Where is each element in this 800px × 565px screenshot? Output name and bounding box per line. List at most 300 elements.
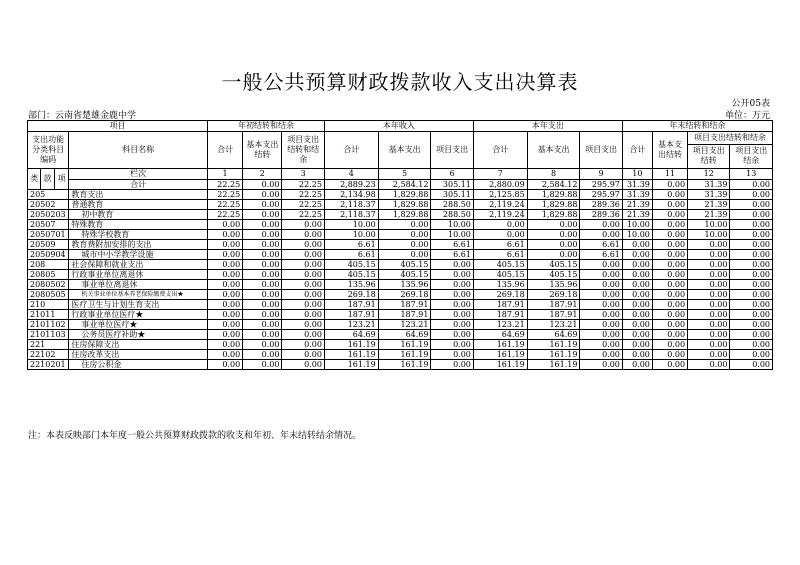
column-number: 11 bbox=[652, 169, 687, 180]
subject-code: 20507 bbox=[28, 220, 69, 230]
cell-value: 0.00 bbox=[622, 300, 652, 310]
cell-value: 0.00 bbox=[378, 220, 431, 230]
cell-value: 6.61 bbox=[473, 240, 527, 250]
cell-value: 0.00 bbox=[688, 280, 730, 290]
column-number: 13 bbox=[730, 169, 773, 180]
cell-value: 21.39 bbox=[622, 200, 652, 210]
cell-value: 135.96 bbox=[378, 280, 431, 290]
cell-value: 0.00 bbox=[580, 260, 622, 270]
table-row bbox=[28, 360, 773, 370]
footnote: 注：本表反映部门本年度一般公共预算财政拨款的收支和年初、年末结转结余情况。 bbox=[28, 431, 362, 441]
cell-value: 161.19 bbox=[324, 360, 378, 370]
unit-label: 单位：万元 bbox=[724, 111, 770, 121]
subject-code: 22102 bbox=[28, 350, 69, 360]
cell-value: 0.00 bbox=[282, 220, 324, 230]
cell-value: 0.00 bbox=[282, 330, 324, 340]
cell-value: 0.00 bbox=[730, 250, 773, 260]
table-row bbox=[28, 330, 773, 340]
cell-value: 6.61 bbox=[580, 250, 622, 260]
cell-value: 269.18 bbox=[378, 290, 431, 300]
cell-value: 0.00 bbox=[580, 280, 622, 290]
cell-value: 10.00 bbox=[324, 230, 378, 240]
cell-value: 0.00 bbox=[282, 320, 324, 330]
table-row bbox=[28, 260, 773, 270]
cell-value: 1,829.88 bbox=[527, 200, 580, 210]
cell-value: 187.91 bbox=[324, 310, 378, 320]
cell-value: 0.00 bbox=[208, 240, 243, 250]
cell-value: 0.00 bbox=[730, 360, 773, 370]
cell-value: 0.00 bbox=[431, 260, 473, 270]
cell-value: 0.00 bbox=[378, 240, 431, 250]
cell-value: 0.00 bbox=[688, 330, 730, 340]
cell-value: 21.39 bbox=[622, 210, 652, 220]
cell-value: 0.00 bbox=[431, 280, 473, 290]
subject-code: 2050701 bbox=[28, 230, 69, 240]
cell-value: 0.00 bbox=[580, 270, 622, 280]
cell-value: 0.00 bbox=[243, 260, 282, 270]
header-exp-project: 项目支出 bbox=[580, 132, 622, 169]
table-row bbox=[28, 310, 773, 320]
department-label: 部门：云南省楚雄金鹿中学 bbox=[28, 111, 137, 121]
cell-value: 0.00 bbox=[652, 200, 687, 210]
cell-value: 6.61 bbox=[473, 250, 527, 260]
cell-value: 0.00 bbox=[378, 230, 431, 240]
subject-code: 21011 bbox=[28, 310, 69, 320]
header-closing: 年末结转和结余 bbox=[622, 121, 772, 132]
cell-value: 10.00 bbox=[622, 230, 652, 240]
cell-value: 0.00 bbox=[243, 310, 282, 320]
header-kuan: 款 bbox=[41, 169, 54, 190]
cell-value: 0.00 bbox=[208, 330, 243, 340]
cell-value: 22.25 bbox=[208, 200, 243, 210]
cell-value: 0.00 bbox=[208, 260, 243, 270]
table-row bbox=[28, 350, 773, 360]
header-closing-basic: 基本支出结转 bbox=[652, 132, 687, 169]
cell-value: 0.00 bbox=[282, 360, 324, 370]
cell-value: 0.00 bbox=[282, 290, 324, 300]
cell-value: 0.00 bbox=[730, 320, 773, 330]
column-number: 8 bbox=[527, 169, 580, 180]
cell-value: 289.36 bbox=[580, 200, 622, 210]
header-opening: 年初结转和结余 bbox=[208, 121, 325, 132]
cell-value: 1,829.88 bbox=[378, 190, 431, 200]
total-value: 2,889.23 bbox=[324, 180, 378, 190]
cell-value: 187.91 bbox=[473, 300, 527, 310]
table-row bbox=[28, 240, 773, 250]
cell-value: 0.00 bbox=[208, 320, 243, 330]
cell-value: 288.50 bbox=[431, 200, 473, 210]
cell-value: 187.91 bbox=[473, 310, 527, 320]
cell-value: 135.96 bbox=[324, 280, 378, 290]
table-row bbox=[28, 200, 773, 210]
cell-value: 1,829.88 bbox=[378, 200, 431, 210]
cell-value: 0.00 bbox=[243, 200, 282, 210]
column-number: 1 bbox=[208, 169, 243, 180]
cell-value: 0.00 bbox=[243, 330, 282, 340]
column-number: 6 bbox=[431, 169, 473, 180]
cell-value: 0.00 bbox=[431, 340, 473, 350]
total-value: 305.11 bbox=[431, 180, 473, 190]
column-number: 2 bbox=[243, 169, 282, 180]
subject-name: 公务员医疗补助★ bbox=[69, 330, 208, 340]
cell-value: 161.19 bbox=[527, 340, 580, 350]
cell-value: 0.00 bbox=[652, 350, 687, 360]
cell-value: 0.00 bbox=[688, 360, 730, 370]
column-number: 10 bbox=[622, 169, 652, 180]
cell-value: 0.00 bbox=[730, 220, 773, 230]
total-value: 2,584.12 bbox=[527, 180, 580, 190]
table-row bbox=[28, 280, 773, 290]
cell-value: 0.00 bbox=[730, 230, 773, 240]
header-item: 项目 bbox=[28, 121, 208, 132]
cell-value: 0.00 bbox=[282, 280, 324, 290]
cell-value: 0.00 bbox=[688, 320, 730, 330]
subject-name: 医疗卫生与计划生育支出 bbox=[69, 300, 208, 310]
cell-value: 123.21 bbox=[473, 320, 527, 330]
cell-value: 405.15 bbox=[378, 270, 431, 280]
cell-value: 22.25 bbox=[282, 190, 324, 200]
cell-value: 161.19 bbox=[378, 350, 431, 360]
cell-value: 0.00 bbox=[688, 300, 730, 310]
cell-value: 405.15 bbox=[473, 270, 527, 280]
cell-value: 0.00 bbox=[282, 350, 324, 360]
cell-value: 161.19 bbox=[527, 350, 580, 360]
subject-name: 事业单位医疗★ bbox=[69, 320, 208, 330]
cell-value: 0.00 bbox=[580, 300, 622, 310]
cell-value: 0.00 bbox=[243, 300, 282, 310]
cell-value: 0.00 bbox=[208, 280, 243, 290]
cell-value: 0.00 bbox=[431, 320, 473, 330]
total-value: 0.00 bbox=[652, 180, 687, 190]
cell-value: 0.00 bbox=[730, 280, 773, 290]
cell-value: 0.00 bbox=[730, 260, 773, 270]
cell-value: 269.18 bbox=[473, 290, 527, 300]
table-row bbox=[28, 230, 773, 240]
cell-value: 0.00 bbox=[622, 260, 652, 270]
cell-value: 0.00 bbox=[652, 270, 687, 280]
cell-value: 0.00 bbox=[652, 250, 687, 260]
table-row bbox=[28, 340, 773, 350]
subject-code: 2080505 bbox=[28, 290, 69, 300]
header-row-2 bbox=[28, 132, 773, 145]
cell-value: 0.00 bbox=[282, 250, 324, 260]
cell-value: 6.61 bbox=[431, 240, 473, 250]
cell-value: 22.25 bbox=[282, 210, 324, 220]
cell-value: 295.97 bbox=[580, 190, 622, 200]
cell-value: 161.19 bbox=[324, 350, 378, 360]
header-opening-total: 合计 bbox=[208, 132, 243, 169]
cell-value: 0.00 bbox=[208, 220, 243, 230]
subject-name: 教育费附加安排的支出 bbox=[69, 240, 208, 250]
subject-name: 住房改革支出 bbox=[69, 350, 208, 360]
cell-value: 0.00 bbox=[622, 310, 652, 320]
cell-value: 0.00 bbox=[622, 340, 652, 350]
column-number: 7 bbox=[473, 169, 527, 180]
cell-value: 0.00 bbox=[431, 270, 473, 280]
cell-value: 0.00 bbox=[243, 230, 282, 240]
cell-value: 0.00 bbox=[208, 350, 243, 360]
cell-value: 0.00 bbox=[622, 290, 652, 300]
cell-value: 123.21 bbox=[324, 320, 378, 330]
cell-value: 405.15 bbox=[473, 260, 527, 270]
cell-value: 0.00 bbox=[730, 330, 773, 340]
cell-value: 0.00 bbox=[527, 240, 580, 250]
column-number: 3 bbox=[282, 169, 324, 180]
budget-table bbox=[27, 120, 773, 370]
cell-value: 0.00 bbox=[243, 220, 282, 230]
cell-value: 1,829.88 bbox=[527, 190, 580, 200]
cell-value: 64.69 bbox=[527, 330, 580, 340]
cell-value: 187.91 bbox=[527, 310, 580, 320]
cell-value: 0.00 bbox=[580, 330, 622, 340]
cell-value: 22.25 bbox=[208, 190, 243, 200]
subject-code: 2101103 bbox=[28, 330, 69, 340]
header-income-project: 项目支出 bbox=[431, 132, 473, 169]
cell-value: 10.00 bbox=[622, 220, 652, 230]
subject-name: 事业单位离退休 bbox=[69, 280, 208, 290]
cell-value: 64.69 bbox=[473, 330, 527, 340]
table-row bbox=[28, 320, 773, 330]
cell-value: 2,119.24 bbox=[473, 200, 527, 210]
cell-value: 1,829.88 bbox=[527, 210, 580, 220]
cell-value: 31.39 bbox=[688, 190, 730, 200]
cell-value: 0.00 bbox=[527, 220, 580, 230]
cell-value: 0.00 bbox=[688, 250, 730, 260]
cell-value: 6.61 bbox=[580, 240, 622, 250]
column-number: 12 bbox=[688, 169, 730, 180]
cell-value: 0.00 bbox=[431, 330, 473, 340]
cell-value: 22.25 bbox=[282, 200, 324, 210]
cell-value: 135.96 bbox=[527, 280, 580, 290]
cell-value: 64.69 bbox=[378, 330, 431, 340]
cell-value: 0.00 bbox=[243, 290, 282, 300]
table-row bbox=[28, 210, 773, 220]
cell-value: 2,118.37 bbox=[324, 210, 378, 220]
cell-value: 0.00 bbox=[622, 240, 652, 250]
cell-value: 0.00 bbox=[282, 340, 324, 350]
cell-value: 10.00 bbox=[688, 220, 730, 230]
cell-value: 405.15 bbox=[378, 260, 431, 270]
total-label: 合计 bbox=[69, 180, 208, 190]
subject-name: 行政事业单位离退休 bbox=[69, 270, 208, 280]
table-row bbox=[28, 220, 773, 230]
table-row bbox=[28, 300, 773, 310]
cell-value: 0.00 bbox=[243, 340, 282, 350]
total-value: 22.25 bbox=[282, 180, 324, 190]
column-number: 9 bbox=[580, 169, 622, 180]
cell-value: 0.00 bbox=[730, 200, 773, 210]
cell-value: 0.00 bbox=[730, 210, 773, 220]
cell-value: 161.19 bbox=[527, 360, 580, 370]
column-number: 5 bbox=[378, 169, 431, 180]
total-row bbox=[28, 180, 773, 190]
cell-value: 0.00 bbox=[580, 340, 622, 350]
header-xiang: 项 bbox=[54, 169, 68, 190]
cell-value: 161.19 bbox=[378, 360, 431, 370]
header-closing-total: 合计 bbox=[622, 132, 652, 169]
cell-value: 0.00 bbox=[688, 260, 730, 270]
cell-value: 123.21 bbox=[527, 320, 580, 330]
cell-value: 0.00 bbox=[243, 210, 282, 220]
form-code: 公开05表 bbox=[731, 99, 770, 109]
cell-value: 0.00 bbox=[282, 270, 324, 280]
cell-value: 161.19 bbox=[324, 340, 378, 350]
cell-value: 0.00 bbox=[208, 230, 243, 240]
subject-name: 住房保障支出 bbox=[69, 340, 208, 350]
cell-value: 0.00 bbox=[688, 270, 730, 280]
cell-value: 0.00 bbox=[688, 350, 730, 360]
cell-value: 187.91 bbox=[378, 310, 431, 320]
subject-name: 行政事业单位医疗★ bbox=[69, 310, 208, 320]
cell-value: 0.00 bbox=[688, 290, 730, 300]
cell-value: 161.19 bbox=[473, 350, 527, 360]
cell-value: 405.15 bbox=[527, 270, 580, 280]
cell-value: 0.00 bbox=[473, 230, 527, 240]
cell-value: 31.39 bbox=[622, 190, 652, 200]
cell-value: 161.19 bbox=[473, 360, 527, 370]
cell-value: 0.00 bbox=[243, 360, 282, 370]
total-value: 0.00 bbox=[243, 180, 282, 190]
cell-value: 0.00 bbox=[652, 220, 687, 230]
cell-value: 0.00 bbox=[580, 310, 622, 320]
header-row-label: 栏次 bbox=[69, 169, 208, 180]
cell-value: 0.00 bbox=[208, 250, 243, 260]
cell-value: 2,125.85 bbox=[473, 190, 527, 200]
cell-value: 0.00 bbox=[431, 290, 473, 300]
cell-value: 1,829.88 bbox=[378, 210, 431, 220]
cell-value: 64.69 bbox=[324, 330, 378, 340]
cell-value: 0.00 bbox=[622, 270, 652, 280]
cell-value: 0.00 bbox=[652, 360, 687, 370]
cell-value: 0.00 bbox=[243, 190, 282, 200]
total-value: 0.00 bbox=[730, 180, 773, 190]
total-value: 31.39 bbox=[688, 180, 730, 190]
header-func-code: 支出功能分类科目编码 bbox=[28, 132, 69, 169]
subject-code: 210 bbox=[28, 300, 69, 310]
cell-value: 0.00 bbox=[282, 260, 324, 270]
cell-value: 0.00 bbox=[243, 240, 282, 250]
cell-value: 0.00 bbox=[208, 270, 243, 280]
subject-code: 221 bbox=[28, 340, 69, 350]
cell-value: 187.91 bbox=[324, 300, 378, 310]
subject-name: 初中教育 bbox=[69, 210, 208, 220]
table-row bbox=[28, 190, 773, 200]
header-opening-basic: 基本支出结转 bbox=[243, 132, 282, 169]
cell-value: 0.00 bbox=[730, 350, 773, 360]
cell-value: 0.00 bbox=[652, 260, 687, 270]
table-row bbox=[28, 250, 773, 260]
header-row-1 bbox=[28, 121, 773, 132]
cell-value: 0.00 bbox=[688, 240, 730, 250]
table-row bbox=[28, 290, 773, 300]
cell-value: 0.00 bbox=[652, 230, 687, 240]
subject-name: 机关事业单位基本养老保险缴费支出★ bbox=[69, 290, 208, 300]
cell-value: 0.00 bbox=[622, 280, 652, 290]
subject-name: 普通教育 bbox=[69, 200, 208, 210]
cell-value: 0.00 bbox=[652, 280, 687, 290]
cell-value: 2,119.24 bbox=[473, 210, 527, 220]
cell-value: 161.19 bbox=[378, 340, 431, 350]
cell-value: 0.00 bbox=[622, 320, 652, 330]
header-lei: 类 bbox=[28, 169, 41, 190]
cell-value: 0.00 bbox=[208, 290, 243, 300]
cell-value: 0.00 bbox=[208, 360, 243, 370]
cell-value: 187.91 bbox=[378, 300, 431, 310]
cell-value: 0.00 bbox=[622, 360, 652, 370]
cell-value: 0.00 bbox=[282, 300, 324, 310]
cell-value: 0.00 bbox=[208, 310, 243, 320]
cell-value: 0.00 bbox=[580, 360, 622, 370]
subject-code: 20502 bbox=[28, 200, 69, 210]
header-project-carry: 项目支出结转 bbox=[688, 144, 730, 168]
cell-value: 0.00 bbox=[527, 230, 580, 240]
cell-value: 0.00 bbox=[622, 330, 652, 340]
cell-value: 6.61 bbox=[324, 240, 378, 250]
cell-value: 0.00 bbox=[282, 310, 324, 320]
cell-value: 0.00 bbox=[580, 290, 622, 300]
cell-value: 0.00 bbox=[652, 290, 687, 300]
header-project-surplus: 项目支出结余 bbox=[730, 144, 773, 168]
cell-value: 187.91 bbox=[527, 300, 580, 310]
cell-value: 0.00 bbox=[431, 300, 473, 310]
cell-value: 0.00 bbox=[652, 240, 687, 250]
cell-value: 0.00 bbox=[730, 300, 773, 310]
cell-value: 0.00 bbox=[688, 340, 730, 350]
subject-code: 2210201 bbox=[28, 360, 69, 370]
cell-value: 135.96 bbox=[473, 280, 527, 290]
total-value: 2,880.09 bbox=[473, 180, 527, 190]
cell-value: 0.00 bbox=[473, 220, 527, 230]
cell-value: 0.00 bbox=[243, 320, 282, 330]
cell-value: 21.39 bbox=[688, 210, 730, 220]
cell-value: 161.19 bbox=[473, 340, 527, 350]
cell-value: 288.50 bbox=[431, 210, 473, 220]
header-expenditure: 本年支出 bbox=[473, 121, 622, 132]
header-row-4 bbox=[28, 169, 773, 180]
cell-value: 289.36 bbox=[580, 210, 622, 220]
cell-value: 0.00 bbox=[282, 230, 324, 240]
cell-value: 0.00 bbox=[580, 230, 622, 240]
cell-value: 405.15 bbox=[324, 270, 378, 280]
subject-code: 2050203 bbox=[28, 210, 69, 220]
cell-value: 10.00 bbox=[324, 220, 378, 230]
cell-value: 0.00 bbox=[730, 190, 773, 200]
header-subject-name: 科目名称 bbox=[69, 132, 208, 169]
cell-value: 0.00 bbox=[580, 220, 622, 230]
subject-name: 特殊教育 bbox=[69, 220, 208, 230]
cell-value: 0.00 bbox=[378, 250, 431, 260]
subject-code: 208 bbox=[28, 260, 69, 270]
cell-value: 123.21 bbox=[378, 320, 431, 330]
subject-code: 2101102 bbox=[28, 320, 69, 330]
cell-value: 0.00 bbox=[243, 270, 282, 280]
total-value: 22.25 bbox=[208, 180, 243, 190]
cell-value: 0.00 bbox=[730, 290, 773, 300]
subject-name: 住房公积金 bbox=[69, 360, 208, 370]
cell-value: 0.00 bbox=[208, 300, 243, 310]
cell-value: 0.00 bbox=[730, 270, 773, 280]
subject-code: 20509 bbox=[28, 240, 69, 250]
subject-name: 特殊学校教育 bbox=[69, 230, 208, 240]
cell-value: 0.00 bbox=[688, 310, 730, 320]
cell-value: 10.00 bbox=[431, 230, 473, 240]
cell-value: 0.00 bbox=[243, 350, 282, 360]
cell-value: 0.00 bbox=[580, 350, 622, 360]
header-income-basic: 基本支出 bbox=[378, 132, 431, 169]
cell-value: 21.39 bbox=[688, 200, 730, 210]
header-closing-project: 项目支出结转和结余 bbox=[688, 132, 773, 145]
total-value: 295.97 bbox=[580, 180, 622, 190]
